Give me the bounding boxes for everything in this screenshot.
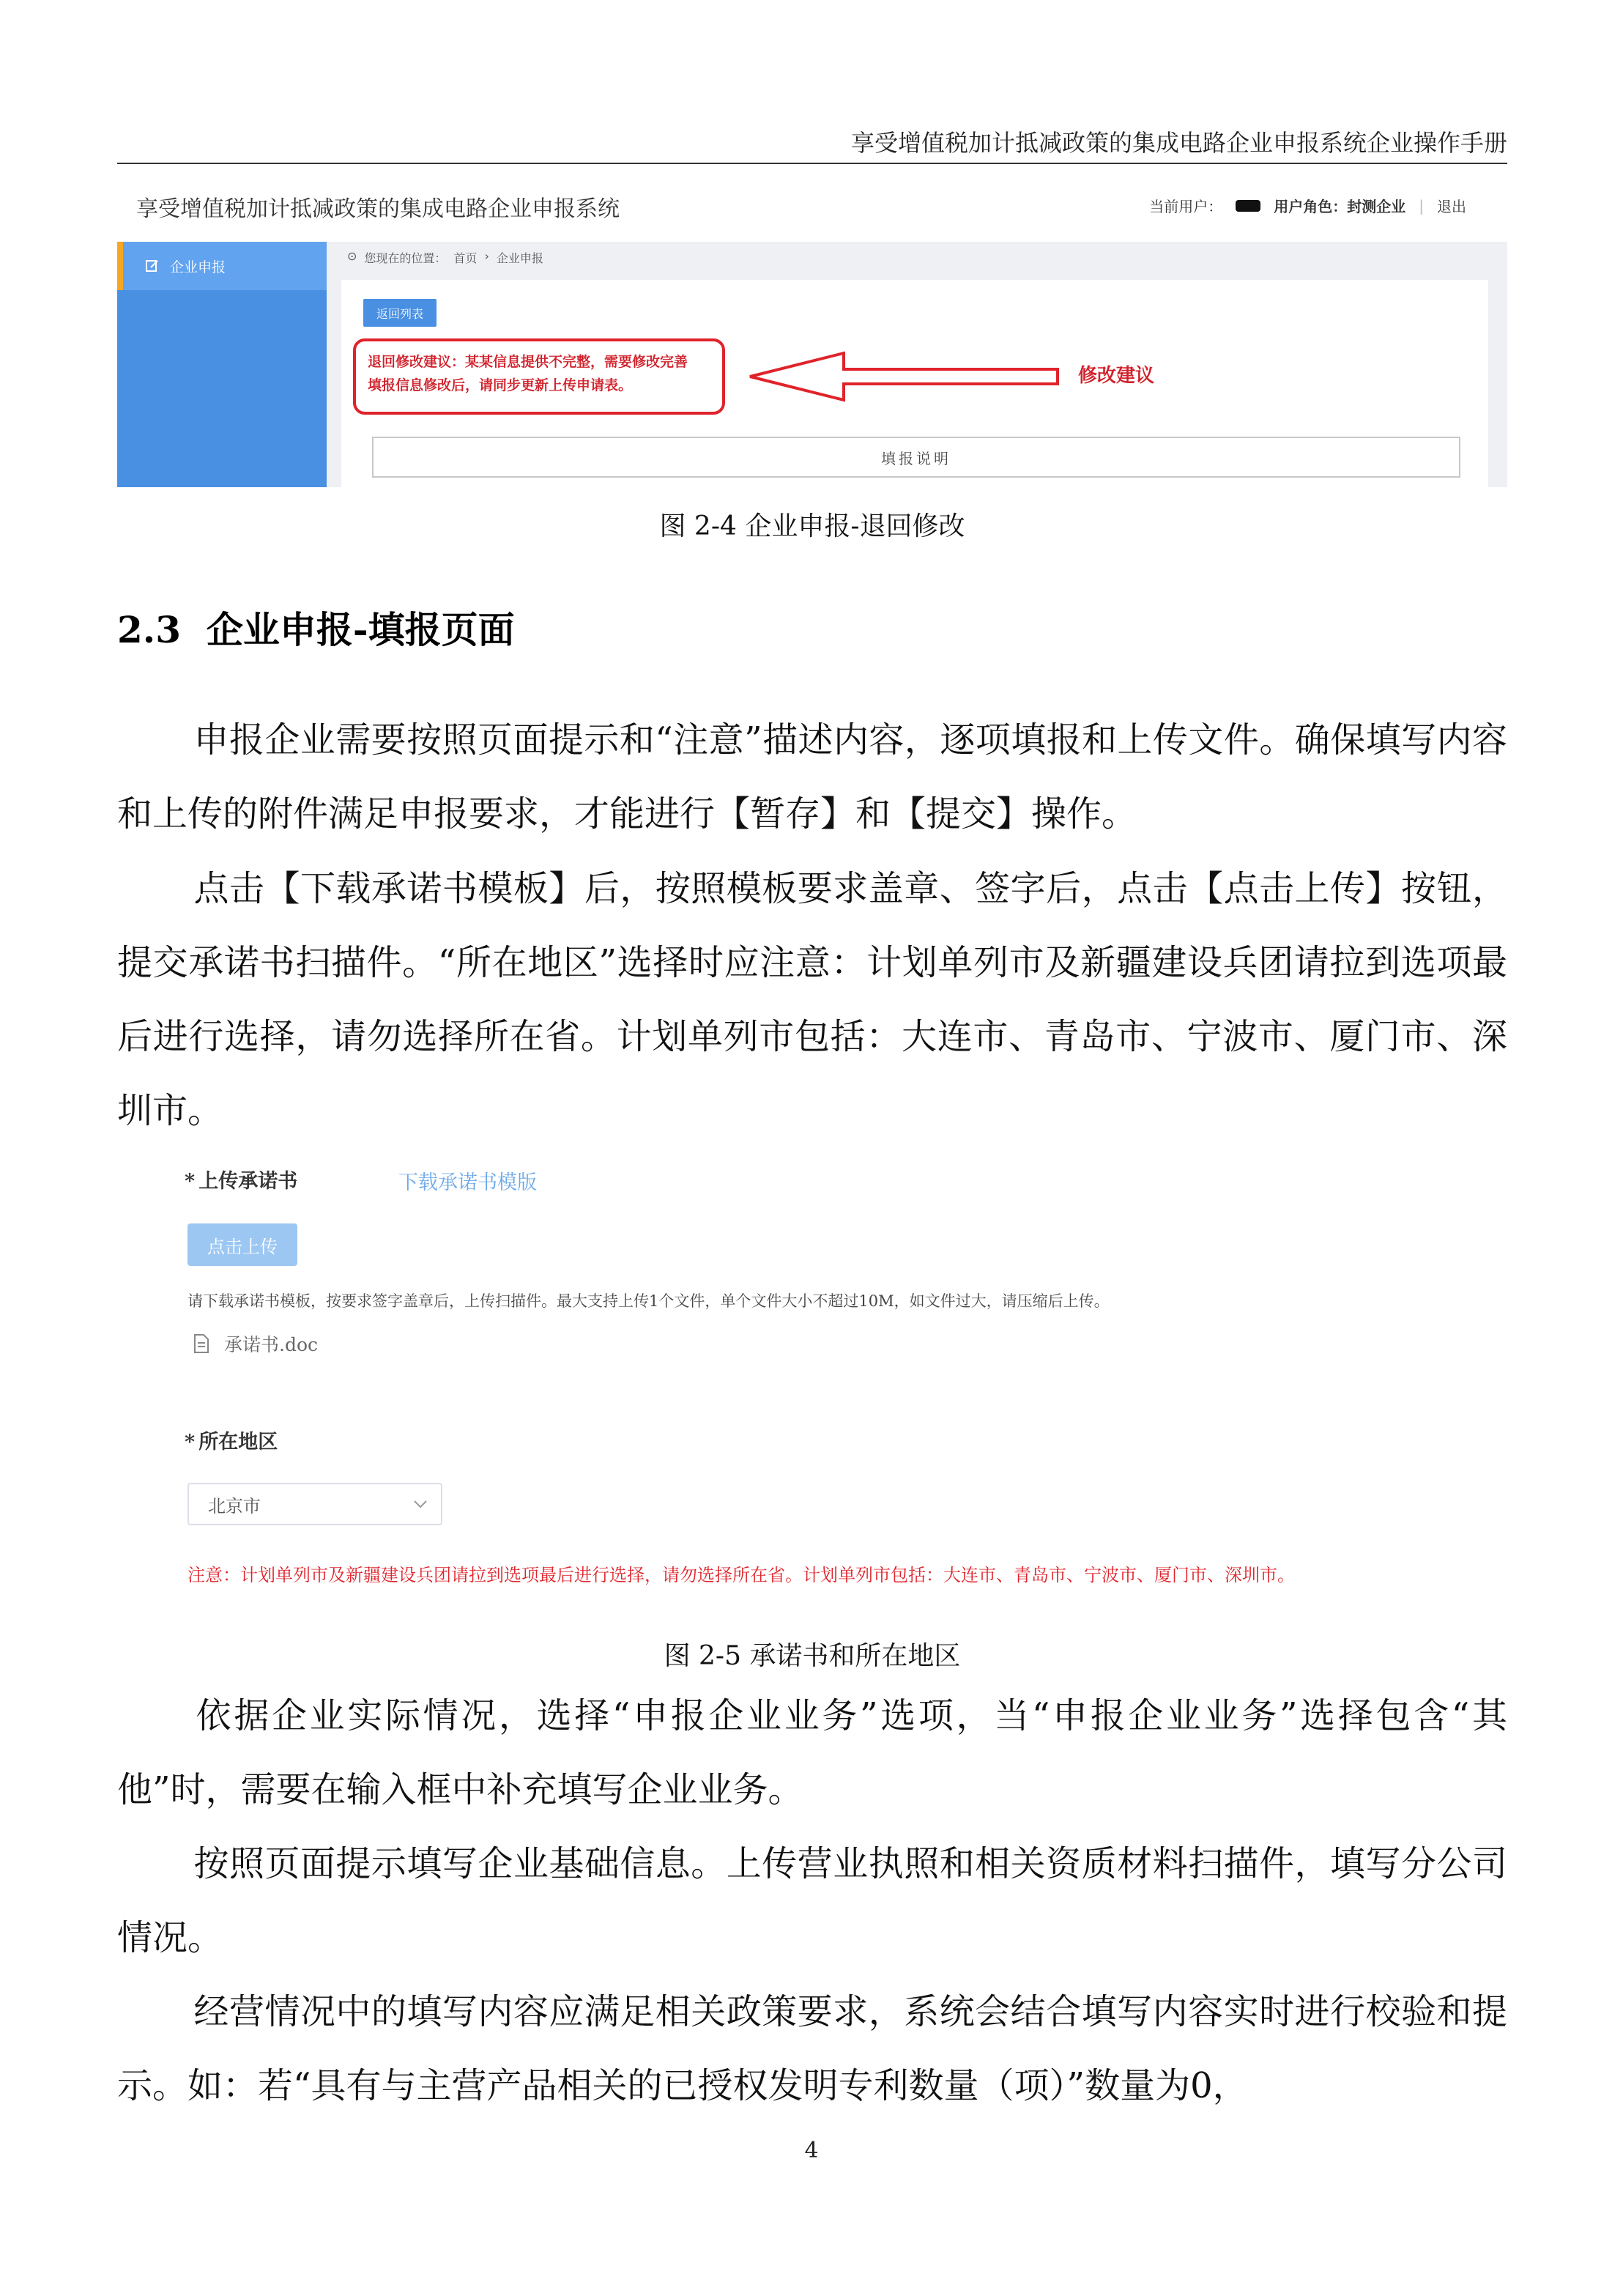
breadcrumb-prefix: 您现在的位置： bbox=[364, 251, 447, 265]
figure-2-4-screenshot bbox=[117, 176, 1507, 487]
region-label bbox=[185, 1426, 278, 1454]
redacted-user-name bbox=[1236, 200, 1260, 212]
page-number: 4 bbox=[804, 2138, 819, 2163]
user-role bbox=[1274, 195, 1405, 216]
breadcrumb bbox=[347, 249, 543, 266]
section-number: 2.3 bbox=[117, 608, 181, 651]
region-selected-value: 北京市 bbox=[208, 1495, 261, 1517]
location-pin-icon: ⊙ bbox=[347, 249, 357, 263]
region-select[interactable] bbox=[187, 1483, 442, 1525]
figure-2-5-caption: 图 2-5 承诺书和所在地区 bbox=[664, 1641, 961, 1671]
app-title: 享受增值税加计抵减政策的集成电路企业申报系统 bbox=[136, 196, 620, 222]
arrow-annotation-label: 修改建议 bbox=[1078, 365, 1155, 387]
click-upload-button[interactable]: 点击上传 bbox=[187, 1223, 297, 1266]
advice-line-1: 退回修改建议：某某信息提供不完整，需要修改完善 bbox=[368, 354, 688, 370]
breadcrumb-home[interactable]: 首页 bbox=[453, 251, 478, 265]
chevron-down-icon bbox=[413, 1500, 428, 1508]
sidebar-item-label: 企业申报 bbox=[170, 259, 226, 275]
user-role-value: 封测企业 bbox=[1347, 198, 1406, 215]
header-rule bbox=[117, 163, 1507, 164]
paragraph-1-text: 申报企业需要按照页面提示和“注意”描述内容，逐项填报和上传文件。确保填写内容和上传的附件满足申报要求，才能进行【暂存】和【提交】操作。 bbox=[117, 719, 1507, 834]
file-name: 承诺书.doc bbox=[224, 1334, 319, 1355]
upload-commitment-label bbox=[185, 1165, 297, 1193]
upload-hint: 请下载承诺书模板，按要求签字盖章后，上传扫描件。最大支持上传1个文件，单个文件大小不超过10M，如文件过大，请压缩后上传。 bbox=[187, 1292, 1110, 1310]
paragraph-2-text: 点击【下载承诺书模板】后，按照模板要求盖章、签字后，点击【点击上传】按钮，提交承诺书扫描件。“所在地区”选择时应注意：计划单列市及新疆建设兵团请拉到选项最后进行选择，请勿选择所在省。计划单列市包括：大连市、青岛市、宁波市、厦门市、深圳市。 bbox=[117, 868, 1507, 1131]
running-header: 享受增值税加计抵减政策的集成电路企业申报系统企业操作手册 bbox=[850, 129, 1507, 157]
required-mark: * bbox=[185, 1431, 196, 1453]
download-template-link[interactable]: 下载承诺书模版 bbox=[398, 1171, 537, 1194]
section-title: 企业申报-填报页面 bbox=[206, 608, 515, 651]
paragraph-3-text: 依据企业实际情况，选择“申报企业业务”选项，当“申报企业业务”选择包含“其他”时，需要在输入框中补充填写企业业务。 bbox=[117, 1695, 1507, 1810]
revision-advice-box bbox=[353, 338, 725, 415]
back-to-list-button[interactable]: 返回列表 bbox=[363, 299, 437, 327]
paragraph-4-text: 按照页面提示填写企业基础信息。上传营业执照和相关资质材料扫描件，填写分公司情况。 bbox=[117, 1843, 1507, 1958]
current-user-label: 当前用户： bbox=[1149, 198, 1223, 215]
paragraph-3 bbox=[117, 1679, 1507, 1827]
paragraph-5-text: 经营情况中的填写内容应满足相关政策要求，系统会结合填写内容实时进行校验和提示。如：若“具有与主营产品相关的已授权发明专利数量（项）”数量为0， bbox=[117, 1991, 1507, 2106]
user-role-label: 用户角色： bbox=[1274, 198, 1348, 215]
section-heading bbox=[117, 601, 515, 653]
left-arrow-icon bbox=[747, 350, 1062, 403]
upload-label-text: 上传承诺书 bbox=[198, 1170, 298, 1193]
region-note: 注意：计划单列市及新疆建设兵团请拉到选项最后进行选择，请勿选择所在省。计划单列市包括：大连市、青岛市、宁波市、厦门市、深圳市。 bbox=[187, 1565, 1295, 1585]
edit-icon bbox=[145, 259, 160, 273]
paragraph-2 bbox=[117, 852, 1507, 1148]
breadcrumb-separator-icon: › bbox=[484, 249, 489, 263]
paragraph-4 bbox=[117, 1827, 1507, 1975]
figure-2-4-caption: 图 2-4 企业申报-退回修改 bbox=[659, 511, 965, 541]
paragraph-5 bbox=[117, 1975, 1507, 2123]
sidebar-item-enterprise-declaration[interactable] bbox=[117, 242, 327, 290]
required-mark: * bbox=[185, 1170, 196, 1193]
advice-line-2: 填报信息修改后，请同步更新上传申请表。 bbox=[368, 377, 633, 393]
user-bar bbox=[1149, 195, 1466, 216]
uploaded-file-item[interactable] bbox=[193, 1330, 318, 1357]
paragraph-1 bbox=[117, 703, 1507, 851]
region-label-text: 所在地区 bbox=[198, 1431, 278, 1453]
fill-instructions-button[interactable]: 填报说明 bbox=[372, 437, 1460, 478]
breadcrumb-current: 企业申报 bbox=[496, 251, 543, 265]
document-icon bbox=[193, 1334, 209, 1353]
logout-link[interactable]: 退出 bbox=[1437, 198, 1466, 215]
sidebar bbox=[117, 242, 327, 487]
figure-2-5-form bbox=[117, 1165, 1507, 1604]
user-bar-divider: | bbox=[1419, 196, 1424, 215]
